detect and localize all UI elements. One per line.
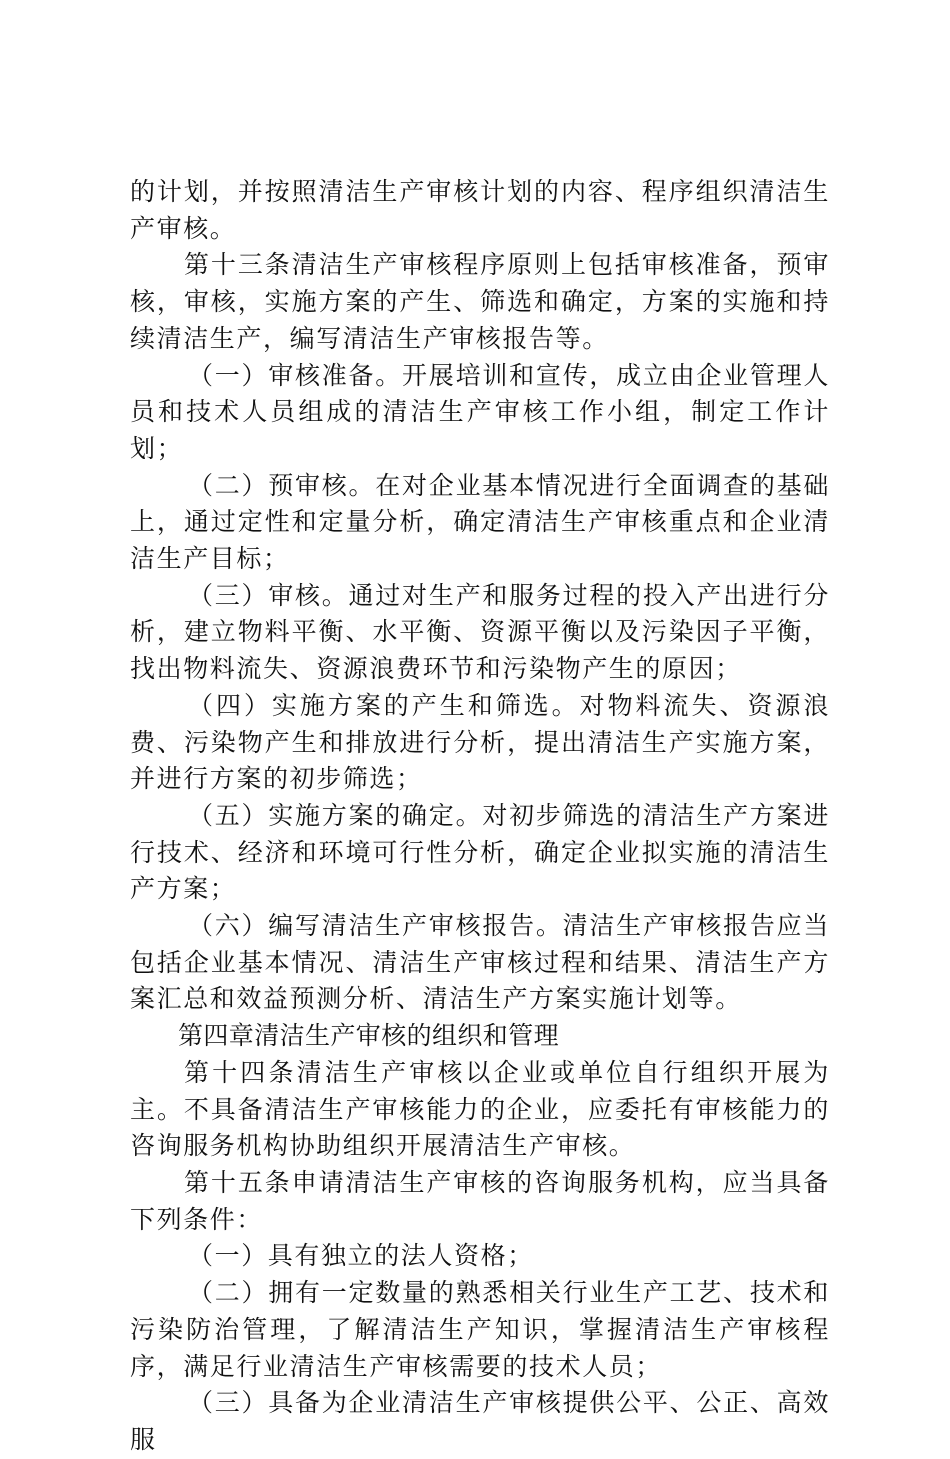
chapter-heading-4: 第四章清洁生产审核的组织和管理 <box>178 1021 560 1051</box>
paragraph-article-13: 第十三条清洁生产审核程序原则上包括审核准备，预审核，审核，实施方案的产生、筛选和确定，方案的实施和持续清洁生产，编写清洁生产审核报告等。 <box>130 250 830 353</box>
paragraph-continuation: 的计划，并按照清洁生产审核计划的内容、程序组织清洁生产审核。 <box>130 177 830 243</box>
paragraph-item-1-audit-preparation: （一）审核准备。开展培训和宣传，成立由企业管理人员和技术人员组成的清洁生产审核工作小组，制定工作计划； <box>130 360 830 463</box>
paragraph-condition-3: （三）具备为企业清洁生产审核提供公平、公正、高效服 <box>130 1388 830 1454</box>
paragraph-item-5-plan-confirmation: （五）实施方案的确定。对初步筛选的清洁生产方案进行技术、经济和环境可行性分析，确定企业拟实施的清洁生产方案； <box>130 800 830 904</box>
paragraph-condition-1: （一）具有独立的法人资格； <box>188 1241 534 1271</box>
document-body <box>130 174 830 1459</box>
paragraph-item-2-pre-audit: （二）预审核。在对企业基本情况进行全面调查的基础上，通过定性和定量分析，确定清洁生产审核重点和企业清洁生产目标； <box>130 470 830 574</box>
paragraph-item-6-report: （六）编写清洁生产审核报告。清洁生产审核报告应当包括企业基本情况、清洁生产审核过程和结果、清洁生产方案汇总和效益预测分析、清洁生产方案实施计划等。 <box>130 911 830 1014</box>
paragraph-condition-2: （二）拥有一定数量的熟悉相关行业生产工艺、技术和污染防治管理，了解清洁生产知识，掌握清洁生产审核程序，满足行业清洁生产审核需要的技术人员； <box>130 1278 830 1381</box>
paragraph-item-3-audit: （三）审核。通过对生产和服务过程的投入产出进行分析，建立物料平衡、水平衡、资源平衡以及污染因子平衡，找出物料流失、资源浪费环节和污染物产生的原因； <box>130 580 830 684</box>
paragraph-article-15: 第十五条申请清洁生产审核的咨询服务机构，应当具备下列条件： <box>130 1167 830 1234</box>
paragraph-item-4-plan-generation: （四）实施方案的产生和筛选。对物料流失、资源浪费、污染物产生和排放进行分析，提出清洁生产实施方案，并进行方案的初步筛选； <box>130 690 830 794</box>
paragraph-article-14: 第十四条清洁生产审核以企业或单位自行组织开展为主。不具备清洁生产审核能力的企业，应委托有审核能力的咨询服务机构协助组织开展清洁生产审核。 <box>130 1057 830 1161</box>
